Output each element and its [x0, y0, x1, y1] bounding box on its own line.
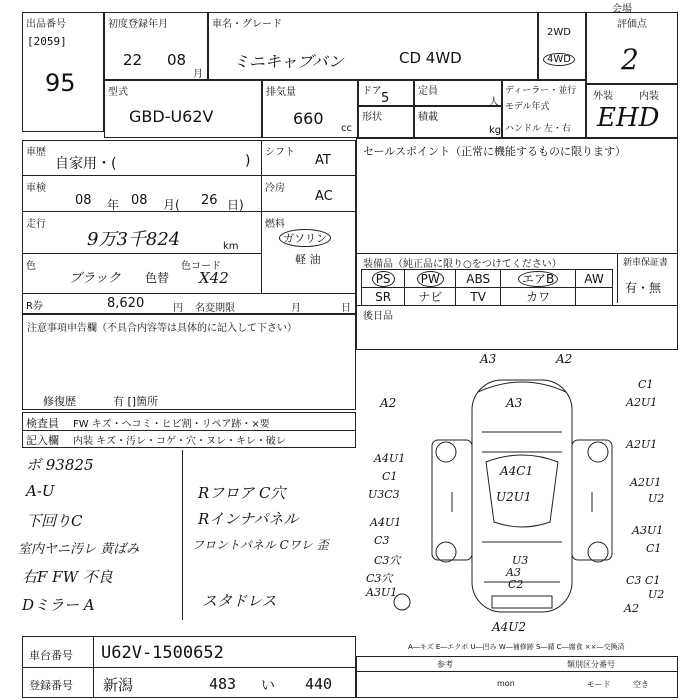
ref2-label: 類別区分番号 [567, 660, 615, 669]
diagram-mark: A3U1 [366, 586, 398, 599]
type-label: 車歴 [26, 147, 46, 158]
type-value: 自家用・( [55, 156, 117, 172]
color-code-label: 色コード [181, 261, 221, 272]
person-unit: 人 [489, 97, 499, 108]
drive-2wd: 2WD [547, 27, 571, 38]
dealer-label: ディーラー・並行 [505, 86, 577, 96]
shift-label: シフト [265, 147, 295, 158]
remark-line: スタドレス [202, 592, 277, 610]
ac-label: 冷房 [265, 183, 285, 194]
color-code: X42 [199, 269, 229, 287]
ref-mode: モード [587, 680, 611, 689]
equip-pw: PW [405, 270, 456, 288]
diagram-mark: A2 [380, 396, 397, 410]
insp-year: 08 [75, 193, 92, 208]
diagram-mark: U2 [648, 492, 665, 505]
reg-box [104, 12, 208, 80]
diagram-mark: A4U2 [492, 620, 527, 634]
sales-block [356, 138, 678, 350]
chassis-box [22, 636, 356, 698]
diagram-mark: A2U1 [630, 476, 662, 489]
sales-label: セールスポイント（正常に機能するものに限ります） [363, 145, 627, 158]
equip-airbag: エアB [501, 270, 576, 288]
diagram-mark: C1 [646, 542, 662, 555]
reg-month-unit: 月 [193, 69, 203, 80]
diagram-mark: U3 [512, 554, 529, 567]
details-block [22, 140, 356, 314]
diagram-mark: A3 [506, 566, 521, 579]
score-value: 2 [621, 43, 639, 76]
lot-box [22, 12, 104, 132]
drive-4wd: 4WD [543, 53, 575, 66]
remark-line: 下回りC [26, 512, 83, 530]
reference-box [356, 656, 678, 698]
score-box [586, 12, 678, 84]
remark-line: ボ 93825 [26, 456, 94, 474]
caution-label: 注意事項申告欄（不具合内容等は具体的に記入して下さい） [27, 323, 297, 334]
post-label: 後日品 [363, 311, 393, 322]
equipment-table [361, 269, 613, 306]
notes-block [22, 314, 356, 410]
day-unit: 日) [227, 198, 244, 212]
diagram-mark: A2U1 [626, 438, 658, 451]
year-unit: 年 [107, 198, 120, 212]
lot-label: 出品番号 [26, 19, 66, 30]
fuel-gas: ガソリン [279, 229, 331, 247]
diagram-mark: A2U1 [626, 396, 658, 409]
capacity-box [414, 80, 502, 106]
repair-label: 修復歴 [43, 395, 76, 408]
shape-box [358, 106, 414, 138]
top-right-text: 会場 [612, 4, 632, 15]
mileage-label: 走行 [26, 219, 46, 230]
model-value: GBD-U62V [129, 107, 214, 126]
checks-block [22, 412, 356, 448]
warranty-value: 有・無 [625, 281, 662, 295]
equip-abs: ABS [456, 270, 501, 288]
shape-label: 形状 [362, 112, 382, 123]
displacement-box [262, 80, 358, 138]
day-label: 日 [341, 303, 351, 314]
diagram-mark: C2 [508, 578, 524, 591]
plate-kana: い [261, 678, 275, 694]
month-label: 月 [291, 303, 301, 314]
diagram-mark: A2 [624, 602, 639, 615]
diagram-mark: A4C1 [500, 464, 534, 478]
warranty-label: 新車保証書 [623, 258, 669, 268]
model-label: 型式 [108, 87, 128, 98]
diagram-mark: A3 [480, 352, 497, 366]
insp-month: 08 [131, 193, 148, 208]
plate-class: 483 [209, 675, 237, 693]
grade: CD 4WD [399, 49, 462, 67]
lot-code: [2059] [27, 35, 67, 48]
ref-tonton: 空き [633, 680, 649, 689]
kg-unit: kg [489, 125, 502, 136]
displacement-label: 排気量 [266, 87, 296, 98]
name-box [208, 12, 538, 80]
fuel-label: 燃料 [265, 219, 285, 230]
diagram-mark: A4U1 [374, 452, 406, 465]
equip-navi: ナビ [405, 288, 456, 306]
shift-value: AT [315, 153, 331, 168]
score-label: 評価点 [617, 19, 647, 30]
fuel-diesel: 軽 油 [295, 253, 321, 266]
type-close: ) [245, 153, 251, 169]
doors-box [358, 80, 414, 106]
ext-int-box [586, 84, 678, 138]
name-change-label: 名変期限 [195, 303, 235, 314]
doors-label: ドア [362, 86, 382, 97]
equip-aw: AW [575, 270, 612, 288]
diagram-mark: C3穴 [374, 554, 401, 567]
ref-label: 参考 [437, 660, 453, 669]
ac-value: AC [315, 189, 333, 204]
equip-ps: PS [362, 270, 405, 288]
interior-label: 内装 [639, 91, 659, 102]
diagram-mark: A2 [556, 352, 573, 366]
plate-region: 新潟 [103, 676, 134, 694]
load-box [414, 106, 502, 138]
lot-number: 95 [45, 69, 76, 97]
name-label: 車名・グレード [212, 19, 282, 30]
model-box [104, 80, 262, 138]
remark-line: 右F FW 不良 [22, 568, 113, 586]
diagram-mark: C3 C1 [626, 574, 661, 587]
recorder-label: 記入欄 [26, 434, 59, 447]
remark-line: フロントパネル Cワレ 歪 [192, 538, 329, 552]
diagram-mark: A4U1 [370, 516, 402, 529]
equip-tv: TV [456, 288, 501, 306]
doors-value: 5 [381, 91, 390, 106]
car-name: ミニキャブバン [233, 52, 344, 71]
model-year-label: モデル年式 [505, 102, 550, 112]
reg-year: 22 [123, 51, 143, 69]
equip-label: 装備品（純正品に限り○をつけてください） [363, 259, 562, 270]
plate-number: 440 [305, 675, 333, 693]
exterior-label: 外装 [593, 91, 613, 102]
chassis-value: U62V-1500652 [101, 643, 224, 663]
equip-kawa: カワ [501, 288, 576, 306]
equip-sr: SR [362, 288, 405, 306]
inspection-label: 車検 [26, 183, 46, 194]
plate-label: 登録番号 [29, 679, 73, 692]
diagram-mark: C3穴 [366, 572, 393, 585]
reg-label: 初度登録年月 [108, 19, 168, 30]
load-label: 積載 [418, 112, 438, 123]
diagram-mark: U3C3 [368, 488, 400, 501]
recycle-value: 8,620 [107, 296, 145, 311]
diagram-mark: U2U1 [496, 490, 532, 504]
handle-label: ハンドル 左・右 [505, 124, 571, 134]
remarks-area [12, 450, 362, 620]
month-unit: 月( [163, 198, 180, 212]
diagram-marks [360, 352, 680, 642]
remark-line: Dミラー A [22, 596, 95, 614]
km-unit: km [223, 241, 239, 252]
remark-line: Rインナパネル [198, 510, 299, 528]
diagram-mark: U2 [648, 588, 665, 601]
diagram-mark: C3 [374, 534, 390, 547]
remark-line: A-U [26, 482, 55, 500]
diagram-mark: C1 [638, 378, 654, 391]
mileage-value: 9万3千824 [87, 229, 181, 250]
color-label: 色 [26, 261, 36, 272]
inspector-items: FW キズ・ヘコミ・ヒビ割・リペア跡・×要 [73, 419, 270, 430]
color-value: ブラック [69, 271, 121, 286]
recorder-items: 内装 キズ・汚レ・コゲ・穴・ヌレ・キレ・破レ [73, 436, 286, 447]
remark-line: Rフロア C穴 [198, 484, 286, 502]
diagram-mark: C1 [382, 470, 398, 483]
cc-unit: cc [341, 123, 352, 134]
reg-month: 08 [167, 51, 187, 69]
remark-line: 室内ヤニ汚レ 黄ばみ [18, 542, 140, 557]
capacity-label: 定員 [418, 86, 438, 97]
displacement-value: 660 [293, 109, 324, 128]
drive-box [538, 12, 586, 80]
diagram-mark: A3U1 [632, 524, 664, 537]
ref-mon: mon [497, 679, 515, 688]
dealer-box [502, 80, 586, 138]
chassis-label: 車台番号 [29, 649, 73, 662]
diagram-mark: A3 [506, 396, 523, 410]
inspector-label: 検査員 [26, 417, 59, 430]
ext-int-grade: EHD [597, 103, 660, 133]
recycle-label: R券 [26, 301, 43, 312]
repair-value: 有 []箇所 [113, 395, 159, 408]
insp-day: 26 [201, 193, 218, 208]
damage-legend: A―キズ E―エクボ U―凹み W―補修跡 S―錆 C―腐食 ××―交換済 [408, 643, 625, 651]
yen-unit: 円 [173, 303, 183, 314]
color-change-label: 色替 [145, 271, 170, 285]
